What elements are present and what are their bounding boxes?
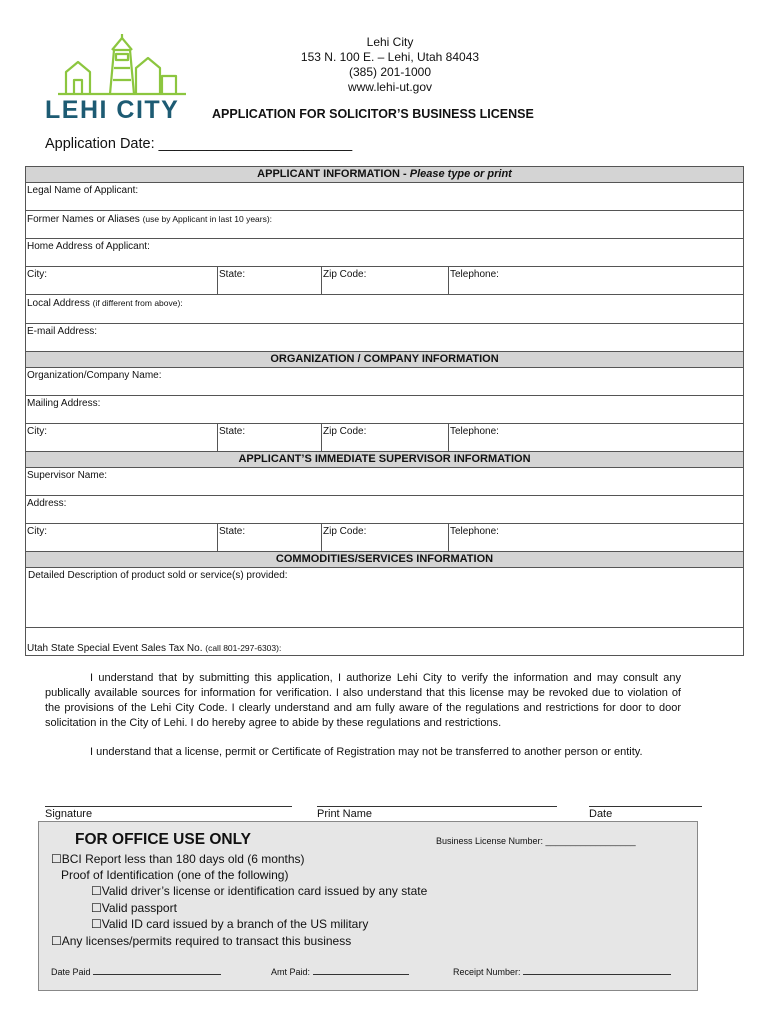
section-header-organization: ORGANIZATION / COMPANY INFORMATION: [26, 352, 743, 368]
bci-report-checkbox[interactable]: ☐BCI Report less than 180 days old (6 months): [51, 852, 305, 866]
transfer-statement: I understand that a license, permit or Certificate of Registration may not be transferred to another person or entity.: [90, 746, 643, 758]
mailing-address-field[interactable]: [26, 396, 743, 424]
field-note: (use by Applicant in last 10 years):: [142, 214, 273, 224]
application-form-table: [25, 166, 744, 656]
supervisor-address-field[interactable]: [26, 496, 743, 524]
field-label: Former Names or Aliases: [27, 214, 143, 225]
field-label: Detailed Description of product sold or service(s) provided:: [28, 570, 288, 581]
proof-of-id-label: Proof of Identification (one of the following): [61, 868, 289, 882]
org-name-field[interactable]: [26, 368, 743, 396]
supervisor-name-field[interactable]: [26, 468, 743, 496]
print-name-line[interactable]: [317, 806, 557, 807]
field-label: Supervisor Name:: [27, 470, 108, 481]
business-license-number-field[interactable]: Business License Number: __________________: [436, 836, 636, 846]
authorization-statement: I understand that by submitting this application, I authorize Lehi City to verify the information and may consult any publically available sources for information for verification. I also understand that this license may be revoked due to violation of the provisions of the Lehi City Code. I clearly understand and am fully aware of the regulations and restrictions for door to door solicitation in the City of Lehi. I do hereby agree to abide by these regulations and restrictions.: [45, 672, 681, 729]
licenses-permits-checkbox[interactable]: ☐Any licenses/permits required to transact this business: [51, 934, 352, 948]
telephone-field[interactable]: Telephone:: [448, 524, 500, 551]
print-name-label: Print Name: [317, 808, 373, 820]
field-note: (call 801-297-6303):: [205, 643, 282, 653]
passport-checkbox[interactable]: ☐Valid passport: [91, 901, 177, 915]
date-paid-label: Date Paid: [51, 967, 94, 977]
section-header-commodities: COMMODITIES/SERVICES INFORMATION: [26, 552, 743, 568]
city-address-block: [285, 35, 495, 95]
amt-paid-label: Amt Paid:: [271, 967, 313, 977]
date-line[interactable]: [589, 806, 702, 807]
signature-line[interactable]: [45, 806, 292, 807]
website: www.lehi-ut.gov: [347, 80, 433, 94]
field-label: Home Address of Applicant:: [27, 241, 150, 252]
city-field[interactable]: City:: [27, 426, 47, 437]
section-header-applicant: [26, 167, 743, 183]
date-label: Date: [589, 808, 613, 820]
city-field[interactable]: City:: [27, 269, 47, 280]
field-label: E-mail Address:: [27, 326, 98, 337]
state-field[interactable]: State:: [217, 524, 246, 551]
former-names-field[interactable]: [26, 211, 743, 239]
date-paid-field[interactable]: [51, 965, 221, 977]
telephone-field[interactable]: Telephone:: [448, 267, 500, 294]
zip-field[interactable]: Zip Code:: [321, 267, 367, 294]
field-label: Organization/Company Name:: [27, 370, 162, 381]
sales-tax-field[interactable]: [26, 628, 743, 655]
form-title: APPLICATION FOR SOLICITOR’S BUSINESS LICENSE: [212, 107, 534, 121]
section-title-note: Please type or print: [409, 168, 512, 180]
legal-name-field[interactable]: [26, 183, 743, 211]
zip-field[interactable]: Zip Code:: [321, 524, 367, 551]
email-field[interactable]: [26, 324, 743, 352]
field-note: (if different from above):: [92, 298, 183, 308]
telephone-field[interactable]: Telephone:: [448, 424, 500, 451]
field-label: Legal Name of Applicant:: [27, 185, 139, 196]
local-address-field[interactable]: [26, 295, 743, 324]
field-label: Local Address: [27, 298, 93, 309]
receipt-number-label: Receipt Number:: [453, 967, 524, 977]
office-use-box: [38, 821, 698, 991]
lighthouse-skyline-icon: [44, 34, 200, 96]
signature-label: Signature: [45, 808, 93, 820]
home-address-field[interactable]: [26, 239, 743, 267]
supervisor-city-row: [26, 524, 743, 552]
receipt-number-field[interactable]: [453, 965, 671, 977]
city-field[interactable]: City:: [27, 526, 47, 537]
application-date-field[interactable]: Application Date: ________________________: [45, 136, 353, 152]
phone-number: (385) 201-1000: [348, 65, 432, 79]
street-address: 153 N. 100 E. – Lehi, Utah 84043: [300, 50, 480, 64]
applicant-city-row: [26, 267, 743, 295]
state-field[interactable]: State:: [217, 267, 246, 294]
section-title: APPLICANT INFORMATION -: [257, 168, 410, 180]
org-city-row: [26, 424, 743, 452]
section-header-supervisor: APPLICANT’S IMMEDIATE SUPERVISOR INFORMATION: [26, 452, 743, 468]
field-label: Mailing Address:: [27, 398, 101, 409]
zip-field[interactable]: Zip Code:: [321, 424, 367, 451]
military-id-checkbox[interactable]: ☐Valid ID card issued by a branch of the US military: [91, 917, 369, 931]
drivers-license-checkbox[interactable]: ☐Valid driver’s license or identification card issued by any state: [91, 884, 428, 898]
field-label: Address:: [27, 498, 67, 509]
product-description-field[interactable]: [26, 568, 743, 628]
amt-paid-field[interactable]: [271, 965, 409, 977]
field-label: Utah State Special Event Sales Tax No.: [27, 643, 206, 654]
logo-wordmark: LEHI CITY: [45, 96, 180, 124]
org-name: Lehi City: [366, 35, 414, 49]
state-field[interactable]: State:: [217, 424, 246, 451]
office-use-title: FOR OFFICE USE ONLY: [75, 831, 251, 848]
